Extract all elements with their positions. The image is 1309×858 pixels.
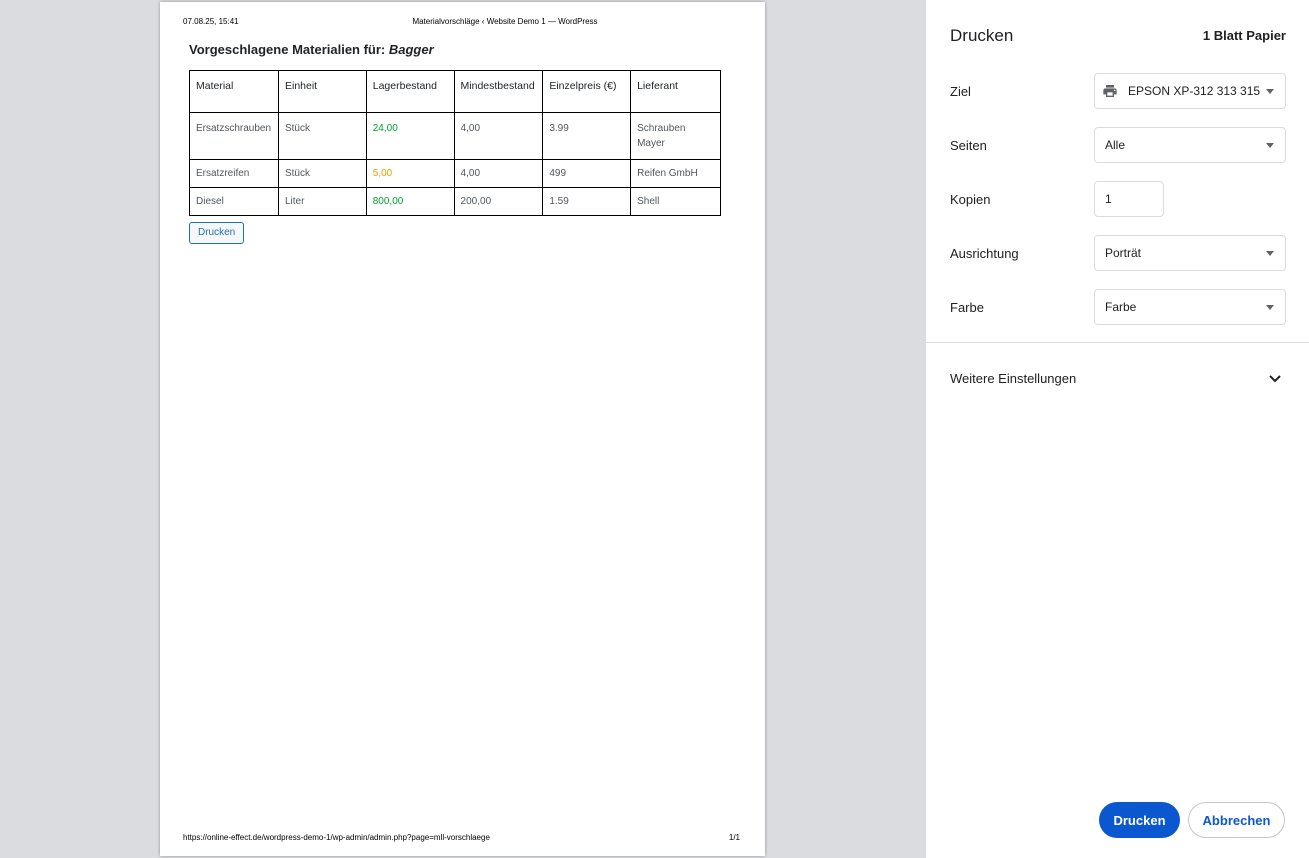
materials-table bbox=[189, 70, 721, 216]
table-cell: Reifen GmbH bbox=[631, 160, 721, 188]
more-settings-toggle[interactable]: Weitere Einstellungen bbox=[950, 371, 1077, 386]
dropdown-arrow-icon bbox=[1266, 251, 1274, 256]
destination-label: Ziel bbox=[950, 84, 971, 99]
table-cell: Stück bbox=[278, 160, 366, 188]
table-cell: Liter bbox=[278, 188, 366, 216]
column-header: Lagerbestand bbox=[366, 71, 454, 113]
table-cell: Ersatzschrauben bbox=[190, 113, 279, 160]
stock-cell: 5,00 bbox=[366, 160, 454, 188]
table-cell: Diesel bbox=[190, 188, 279, 216]
table-cell: Stück bbox=[278, 113, 366, 160]
copies-label: Kopien bbox=[950, 192, 991, 207]
color-label: Farbe bbox=[950, 300, 984, 315]
table-row bbox=[190, 113, 721, 160]
dropdown-arrow-icon bbox=[1266, 305, 1274, 310]
chevron-down-icon[interactable] bbox=[1268, 374, 1282, 384]
column-header: Einheit bbox=[278, 71, 366, 113]
color-select[interactable] bbox=[1094, 289, 1286, 325]
table-cell: Schrauben Mayer bbox=[631, 113, 721, 160]
pages-select[interactable] bbox=[1094, 127, 1286, 163]
column-header: Lieferant bbox=[631, 71, 721, 113]
table-header-row bbox=[190, 71, 721, 113]
table-cell: 200,00 bbox=[454, 188, 543, 216]
table-cell: 4,00 bbox=[454, 113, 543, 160]
column-header: Einzelpreis (€) bbox=[543, 71, 631, 113]
orientation-value: Porträt bbox=[1105, 246, 1142, 260]
orientation-label: Ausrichtung bbox=[950, 246, 1019, 261]
table-cell: 499 bbox=[543, 160, 631, 188]
heading-prefix: Vorgeschlagene Materialien für: bbox=[189, 42, 389, 57]
page-header-date: 07.08.25, 15:41 bbox=[183, 17, 239, 26]
heading-item: Bagger bbox=[388, 42, 434, 57]
document-print-button: Drucken bbox=[189, 222, 244, 244]
panel-divider bbox=[926, 342, 1309, 343]
panel-title: Drucken bbox=[950, 26, 1014, 45]
table-cell: Shell bbox=[631, 188, 721, 216]
destination-value: EPSON XP-312 313 315 bbox=[1128, 84, 1261, 98]
pages-label: Seiten bbox=[950, 138, 987, 153]
print-settings-panel bbox=[926, 0, 1309, 858]
table-cell: 4,00 bbox=[454, 160, 543, 188]
page-header-title: Materialvorschläge ‹ Website Demo 1 — WordPress bbox=[412, 17, 598, 26]
sheet-count: 1 Blatt Papier bbox=[1202, 28, 1286, 43]
dropdown-arrow-icon bbox=[1266, 143, 1274, 148]
stock-cell: 24,00 bbox=[366, 113, 454, 160]
pages-value: Alle bbox=[1105, 138, 1126, 152]
copies-input[interactable] bbox=[1094, 181, 1164, 217]
document-heading bbox=[189, 42, 434, 57]
cancel-button[interactable]: Abbrechen bbox=[1188, 802, 1285, 838]
preview-page bbox=[160, 2, 765, 856]
color-value: Farbe bbox=[1105, 300, 1137, 314]
stock-cell: 800,00 bbox=[366, 188, 454, 216]
orientation-select[interactable] bbox=[1094, 235, 1286, 271]
page-footer-url: https://online-effect.de/wordpress-demo-1/wp-admin/admin.php?page=mll-vorschlaege bbox=[183, 833, 490, 842]
print-button[interactable]: Drucken bbox=[1099, 802, 1180, 838]
dropdown-arrow-icon bbox=[1266, 89, 1274, 94]
table-row bbox=[190, 160, 721, 188]
table-cell: 1.59 bbox=[543, 188, 631, 216]
page-footer-number: 1/1 bbox=[728, 833, 740, 842]
destination-select[interactable] bbox=[1094, 73, 1286, 109]
printer-icon bbox=[1101, 83, 1119, 99]
column-header: Material bbox=[190, 71, 279, 113]
column-header: Mindestbestand bbox=[454, 71, 543, 113]
table-cell: Ersatzreifen bbox=[190, 160, 279, 188]
table-cell: 3.99 bbox=[543, 113, 631, 160]
table-row bbox=[190, 188, 721, 216]
